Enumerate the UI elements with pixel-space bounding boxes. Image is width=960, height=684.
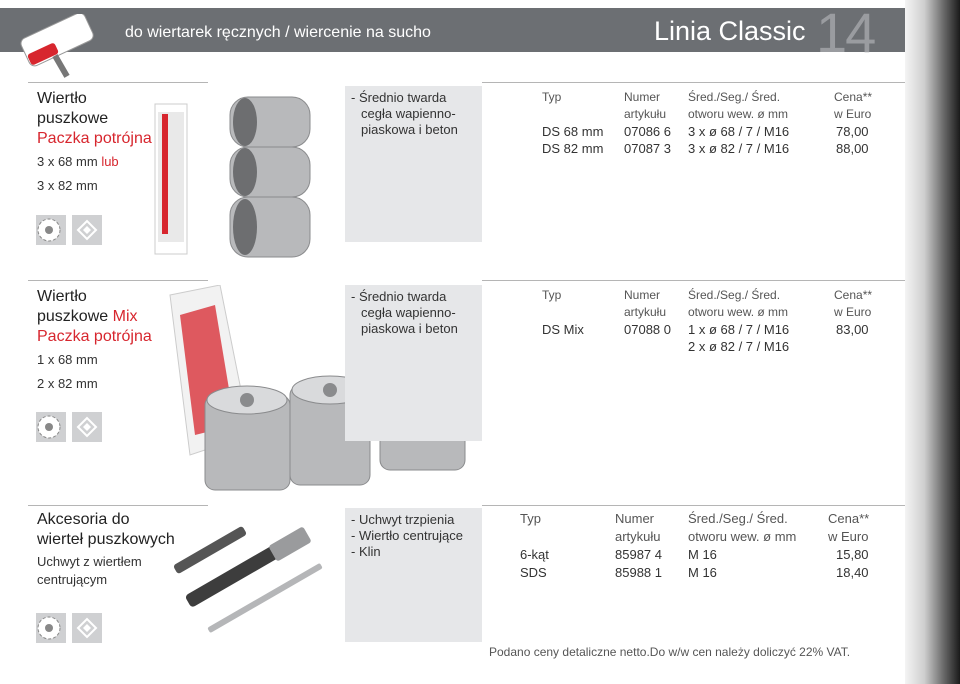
product-title: Wiertło puszkowe Mix Paczka potrójna [37, 288, 152, 345]
description-box: - Średnio twarda cegła wapienno- piaskowa i beton [345, 285, 482, 441]
diamond-segment-icon [36, 412, 66, 442]
section-divider [28, 505, 208, 506]
product-sizes: 1 x 68 mm 2 x 82 mm [37, 352, 98, 391]
product-description: Uchwyt z wiertłem centrującym [37, 554, 142, 587]
section-divider [482, 505, 905, 506]
dry-drilling-icon [72, 613, 102, 643]
product-title: Akcesoria do wierteł puszkowych [37, 511, 175, 548]
product-title: Wiertło puszkowe Paczka potrójna [37, 90, 152, 147]
section-divider [482, 280, 905, 281]
header-subtitle: do wiertarek ręcznych / wiercenie na sucho [125, 24, 431, 41]
product-image [150, 92, 320, 262]
diamond-segment-icon [36, 215, 66, 245]
page-number: 14 [816, 1, 875, 64]
section-divider [28, 82, 208, 83]
dry-drilling-icon [72, 215, 102, 245]
dry-drilling-icon [72, 412, 102, 442]
description-box: - Średnio twarda cegła wapienno- piaskowa i beton [345, 86, 482, 242]
product-sizes: 3 x 68 mm lub 3 x 82 mm [37, 154, 119, 193]
description-box: - Uchwyt trzpienia - Wiertło centrujące - Klin [345, 508, 482, 642]
diamond-segment-icon [36, 613, 66, 643]
section-divider [482, 82, 905, 83]
section-divider [28, 280, 208, 281]
page-edge-shadow [905, 0, 960, 684]
product-image [160, 515, 340, 645]
drill-machine-icon [18, 14, 108, 78]
header-title: Linia Classic [654, 16, 806, 46]
footer-note: Podano ceny detaliczne netto.Do w/w cen należy doliczyć 22% VAT. [489, 645, 851, 659]
